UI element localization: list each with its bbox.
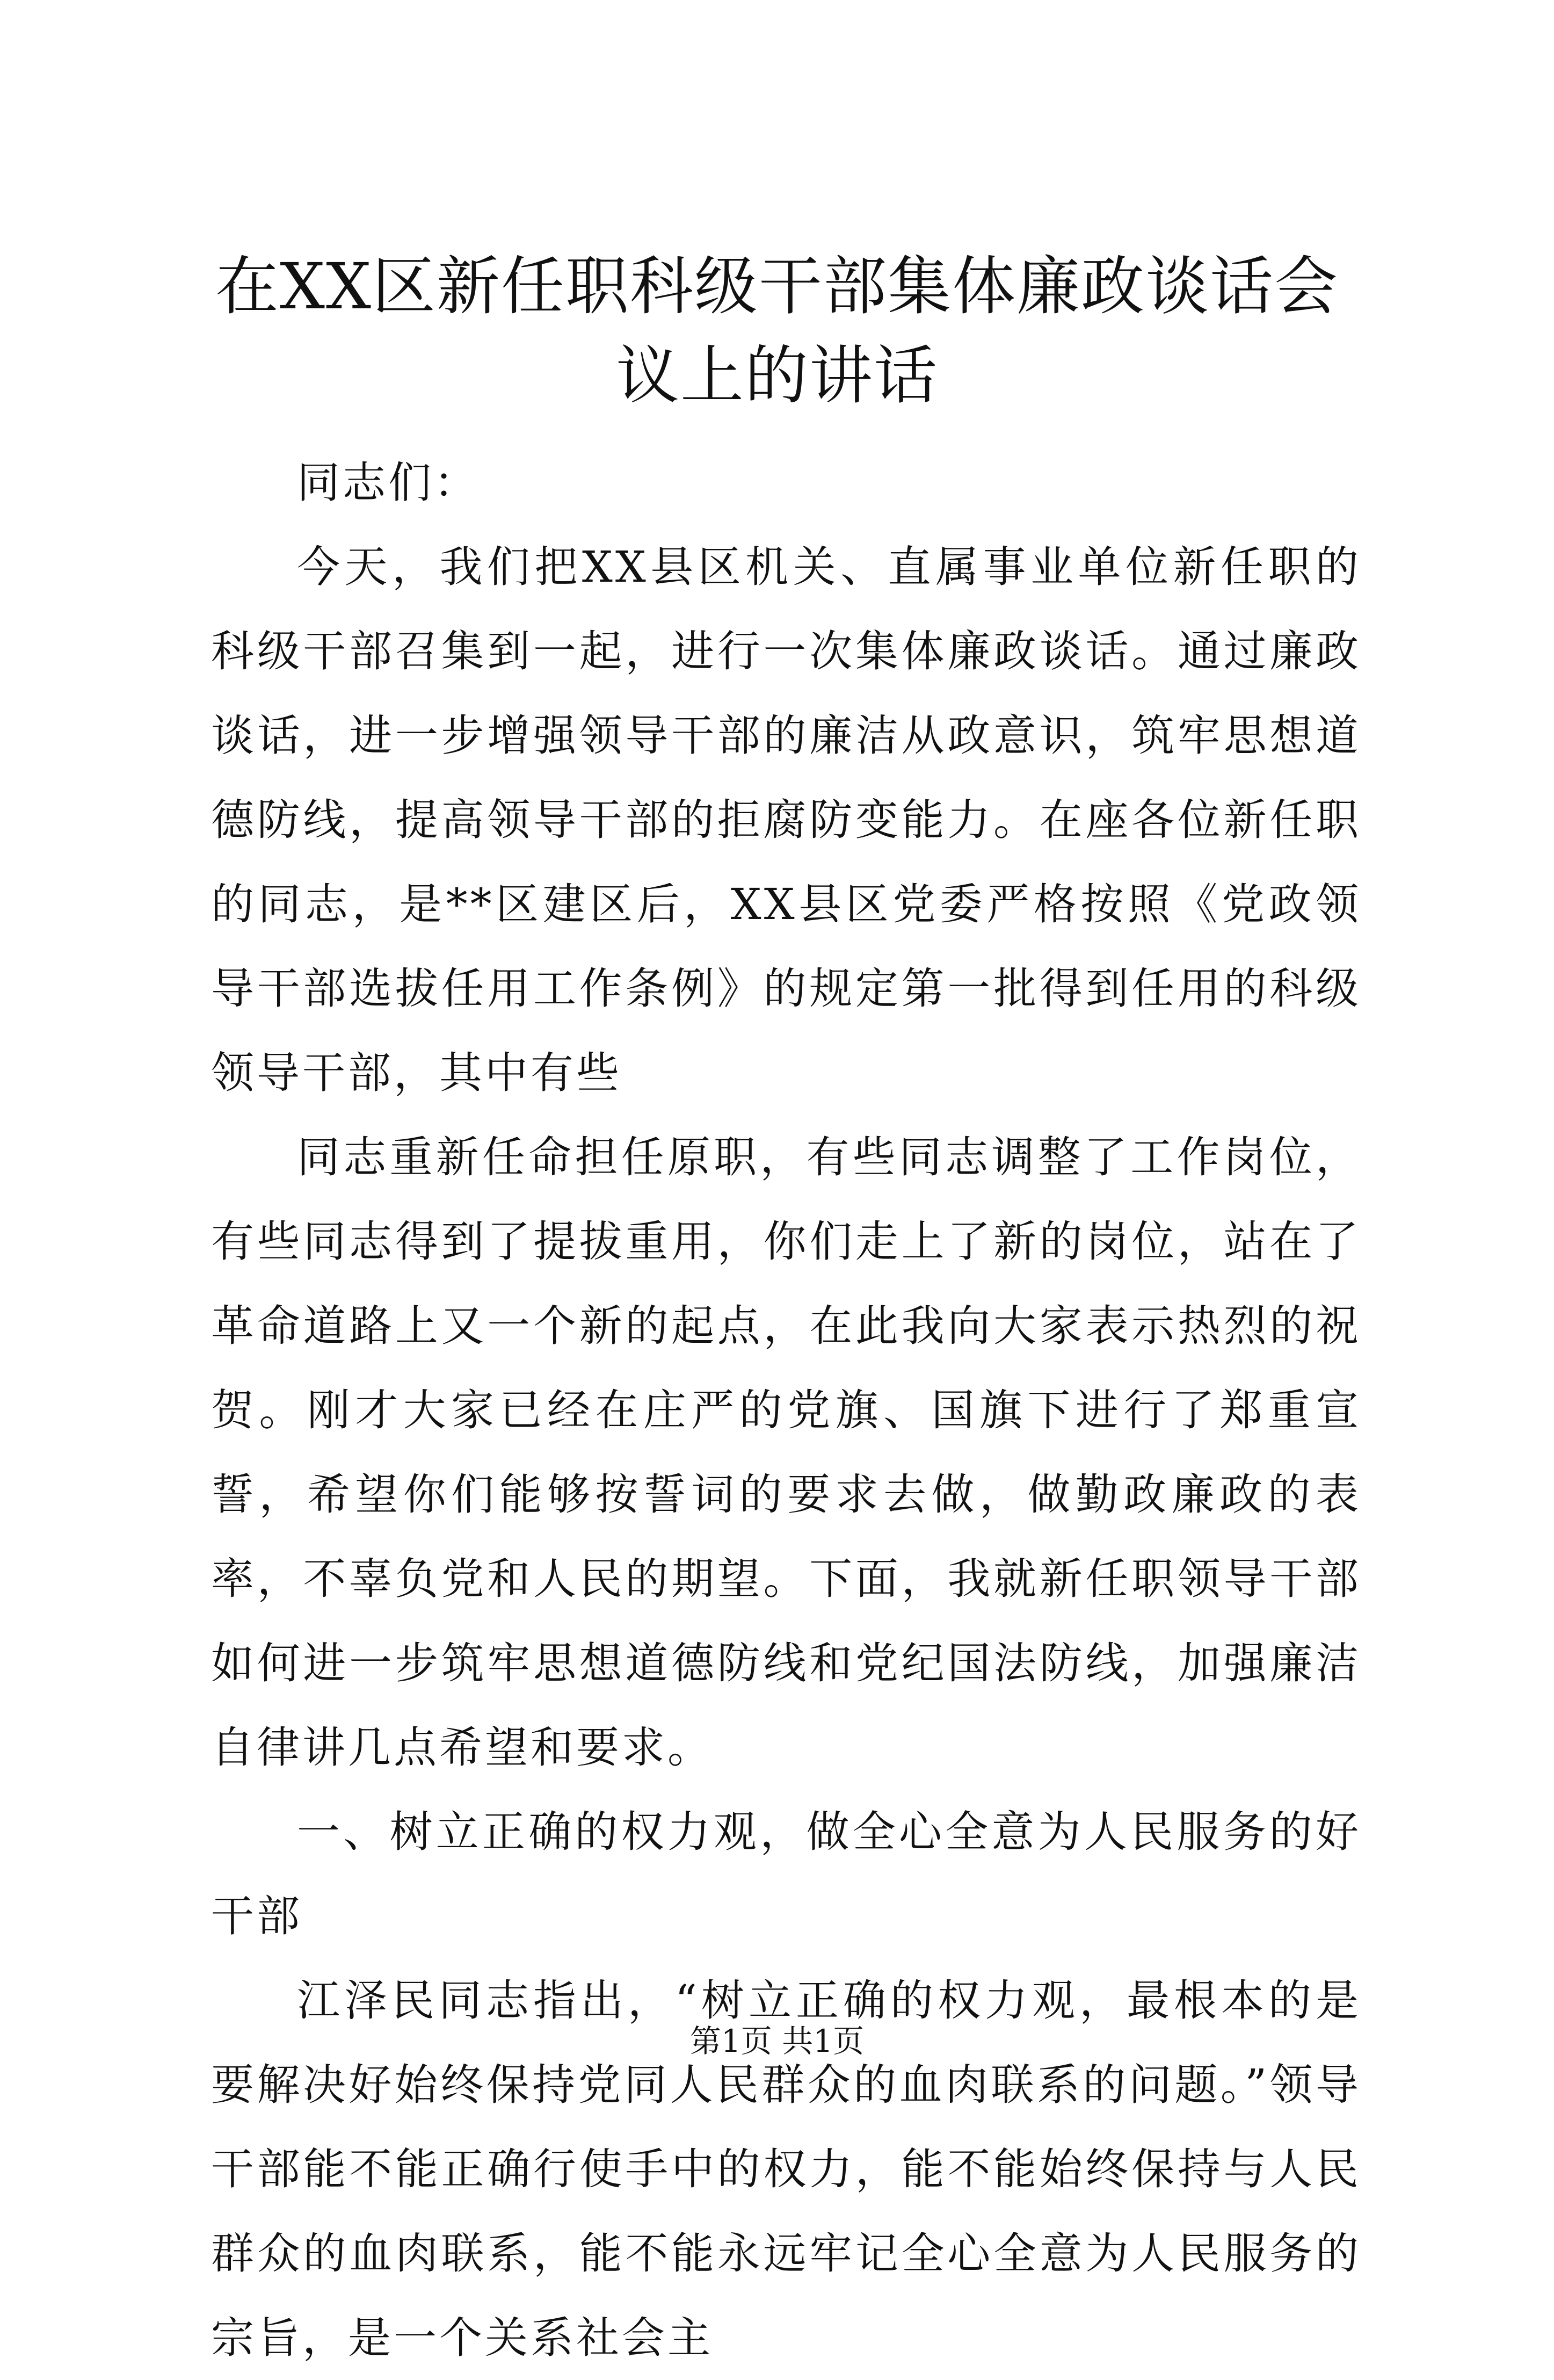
page-footer: 第1页 共1页 — [689, 2023, 865, 2059]
document-body — [211, 440, 1361, 2380]
document-title: 在XX区新任职科级干部集体廉政谈话会议上的讲话 — [215, 249, 1339, 413]
paragraph-intro: 今天，我们把XX县区机关、直属事业单位新任职的科级干部召集到一起，进行一次集体廉政谈话。通过廉政谈话，进一步增强领导干部的廉洁从政意识，筑牢思想道德防线，提高领导干部的拒腐防变能力。在座各位新任职的同志，是**区建区后，XX县区党委严格按照《党政领导干部选拔任用工作条例》的规定第一批得到任用的科级领导干部，其中有些 — [211, 542, 1361, 1098]
paragraph-congratulation: 同志重新任命担任原职，有些同志调整了工作岗位，有些同志得到了提拔重用，你们走上了新的岗位，站在了革命道路上又一个新的起点，在此我向大家表示热烈的祝贺。刚才大家已经在庄严的党旗、国旗下进行了郑重宣誓，希望你们能够按誓词的要求去做，做勤政廉政的表率，不辜负党和人民的期望。下面，我就新任职领导干部如何进一步筑牢思想道德防线和党纪国法防线，加强廉洁自律讲几点希望和要求。 — [211, 1132, 1361, 1773]
paragraph-power-view: 江泽民同志指出，“树立正确的权力观，最根本的是要解决好始终保持党同人民群众的血肉联系的问题。”领导干部能不能正确行使手中的权力，能不能始终保持与人民群众的血肉联系，能不能永远牢记全心全意为人民服务的宗旨，是一个关系社会主 — [211, 1976, 1361, 2363]
section-heading-1: 一、树立正确的权力观，做全心全意为人民服务的好干部 — [211, 1807, 1361, 1941]
paragraph-salutation: 同志们： — [297, 458, 480, 508]
